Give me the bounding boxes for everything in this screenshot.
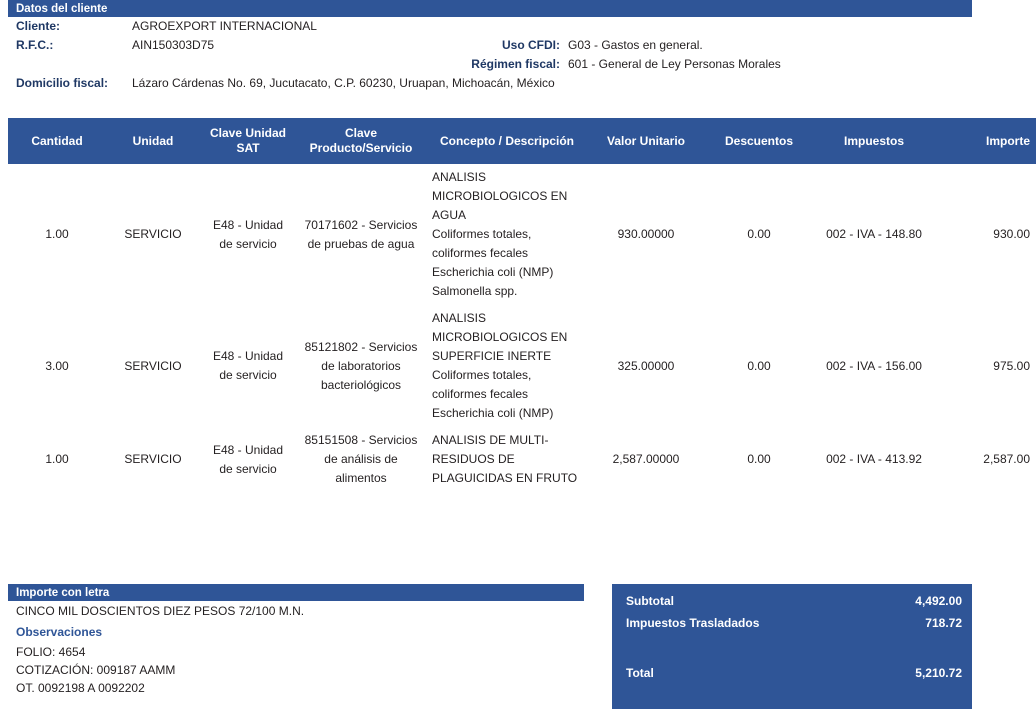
client-label-cliente: Cliente: — [16, 19, 61, 33]
cell-concepto: ANALISIS MICROBIOLOGICOS EN SUPERFICIE INERTE Coliformes totales, coliformes fecales Escherichia coli (NMP) — [432, 311, 568, 420]
header-unidad: Unidad — [106, 118, 200, 164]
header-valor-unitario: Valor Unitario — [588, 118, 704, 164]
cell-clave-producto: 85151508 - Servicios de análisis de alimentos — [304, 433, 418, 485]
cell-importe: 930.00 — [993, 227, 1030, 241]
client-label-uso-cfdi: Uso CFDI: — [502, 38, 560, 52]
cell-concepto: ANALISIS DE MULTI-RESIDUOS DE PLAGUICIDAS EN FRUTO — [432, 433, 578, 485]
totals-spacer — [612, 638, 972, 666]
client-data-grid — [8, 19, 972, 95]
header-importe: Importe — [934, 118, 1036, 164]
client-value-regimen-fiscal: 601 - General de Ley Personas Morales — [568, 57, 781, 71]
client-row-regimen — [8, 57, 972, 76]
client-label-regimen-fiscal: Régimen fiscal: — [471, 57, 560, 71]
cell-unidad: SERVICIO — [124, 452, 182, 466]
table-row — [8, 305, 1036, 427]
observations-title: Observaciones — [16, 625, 103, 639]
header-impuestos: Impuestos — [814, 118, 934, 164]
cell-clave-unidad-sat: E48 - Unidad de servicio — [212, 217, 284, 251]
header-clave-producto-servicio: Clave Producto/Servicio — [296, 118, 426, 164]
totals-panel — [612, 584, 972, 709]
amount-in-words-header: Importe con letra — [8, 584, 584, 601]
client-label-rfc: R.F.C.: — [16, 38, 54, 52]
cell-descuentos: 0.00 — [747, 227, 771, 241]
cell-importe: 975.00 — [993, 358, 1030, 373]
observations-text: FOLIO: 4654 COTIZACIÓN: 009187 AAMM OT. 0092198 A 0092202 — [16, 645, 176, 695]
totals-row-taxes — [612, 616, 972, 638]
cell-unidad: SERVICIO — [124, 227, 182, 241]
amount-in-words-text: CINCO MIL DOSCIENTOS DIEZ PESOS 72/100 M.N. — [16, 604, 305, 618]
cell-valor-unitario: 325.00000 — [617, 358, 675, 373]
client-row-rfc — [8, 38, 972, 57]
concepts-header-row — [8, 118, 1036, 164]
totals-value-total: 5,210.72 — [915, 666, 962, 680]
cell-concepto: ANALISIS MICROBIOLOGICOS EN AGUA Coliformes totales, coliformes fecales Escherichia coli (NMP) Salmonella spp. — [432, 170, 568, 298]
client-value-cliente: AGROEXPORT INTERNACIONAL — [132, 19, 317, 33]
client-value-rfc: AIN150303D75 — [132, 38, 215, 52]
totals-row-subtotal — [612, 594, 972, 616]
totals-label-taxes: Impuestos Trasladados — [626, 616, 760, 630]
totals-value-taxes: 718.72 — [925, 616, 962, 630]
header-concepto-descripcion: Concepto / Descripción — [426, 118, 588, 164]
totals-label-subtotal: Subtotal — [626, 594, 674, 608]
totals-value-subtotal: 4,492.00 — [915, 594, 962, 608]
cell-valor-unitario: 2,587.00000 — [612, 452, 680, 466]
client-row-cliente — [8, 19, 972, 38]
cell-impuestos: 002 - IVA - 413.92 — [826, 452, 922, 466]
cell-unidad: SERVICIO — [124, 358, 182, 373]
table-row — [8, 427, 1036, 492]
header-descuentos: Descuentos — [704, 118, 814, 164]
client-section-header: Datos del cliente — [8, 0, 972, 17]
concepts-table-body — [8, 164, 1036, 492]
cell-valor-unitario: 930.00000 — [617, 227, 675, 241]
cell-cantidad: 1.00 — [45, 452, 69, 466]
table-row — [8, 164, 1036, 305]
cell-clave-unidad-sat: E48 - Unidad de servicio — [212, 442, 284, 476]
client-row-domicilio — [8, 76, 972, 95]
cell-clave-unidad-sat: E48 - Unidad de servicio — [212, 349, 284, 382]
cell-cantidad: 3.00 — [45, 358, 69, 373]
client-value-uso-cfdi: G03 - Gastos en general. — [568, 38, 703, 52]
header-cantidad: Cantidad — [8, 118, 106, 164]
header-clave-unidad-sat: Clave Unidad SAT — [200, 118, 296, 164]
concepts-table-head — [8, 118, 1036, 164]
totals-row-total — [612, 666, 972, 688]
cell-clave-producto: 85121802 - Servicios de laboratorios bacteriológicos — [304, 339, 418, 392]
cell-clave-producto: 70171602 - Servicios de pruebas de agua — [304, 217, 418, 251]
client-label-domicilio-fiscal: Domicilio fiscal: — [16, 76, 109, 90]
cell-descuentos: 0.00 — [747, 358, 771, 373]
cell-impuestos: 002 - IVA - 156.00 — [826, 358, 922, 373]
cell-descuentos: 0.00 — [747, 452, 771, 466]
cell-importe: 2,587.00 — [983, 452, 1030, 466]
totals-label-total: Total — [626, 666, 654, 680]
client-value-domicilio-fiscal: Lázaro Cárdenas No. 69, Jucutacato, C.P. 60230, Uruapan, Michoacán, México — [132, 76, 555, 90]
cell-cantidad: 1.00 — [45, 227, 69, 241]
cell-impuestos: 002 - IVA - 148.80 — [826, 227, 922, 241]
concepts-table — [8, 118, 1036, 492]
